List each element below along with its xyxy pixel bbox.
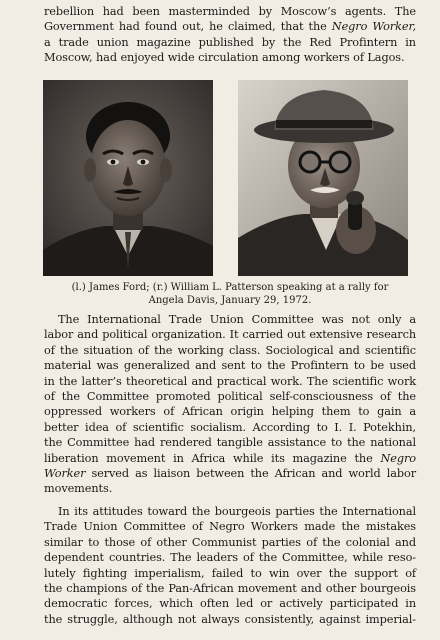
text-line: dependent countries. The leaders of the Committee, while reso- <box>44 551 416 565</box>
paragraph-second <box>44 504 416 627</box>
text-line: The International Trade Union Committee was not only a <box>58 313 416 326</box>
text-line: of the Committee promoted political self-consciousness of the <box>44 390 416 404</box>
text-line: labor and political organization. It carried out extensive research <box>44 328 416 342</box>
text-line: of the situation of the working class. Sociological and scientific <box>44 343 416 357</box>
text-line: rebellion had been masterminded by Moscow’s agents. The <box>44 5 416 18</box>
caption-line: (l.) James Ford; (r.) William L. Patterson speaking at a rally for <box>71 282 389 293</box>
text-line: the champions of the Pan-African movement and other bourgeois <box>44 582 416 596</box>
text-line: liberation movement in Africa while its magazine the Negro <box>44 451 416 465</box>
text-line: better idea of scientific socialism. According to I. I. Potekhin, <box>44 420 416 434</box>
caption-line: Angela Davis, January 29, 1972. <box>148 294 312 306</box>
portrait-image <box>238 80 408 276</box>
text-line: material was generalized and sent to the Profintern to be used <box>44 359 416 373</box>
text-line: In its attitudes toward the bourgeois parties the International <box>58 505 416 518</box>
text-line: lutely fighting imperialism, failed to win over the support of <box>44 566 416 580</box>
text-line: the struggle, although not always consistently, against imperial- <box>44 612 416 626</box>
text-line: Worker served as liaison between the African and world labor <box>44 467 416 481</box>
portrait-image <box>43 80 213 276</box>
text-line: Government had found out, he claimed, that the Negro Worker, <box>44 20 416 34</box>
text-line: similar to those of other Communist parties of the colonial and <box>44 535 416 549</box>
paragraph-top <box>44 4 416 66</box>
text-line: in the latter’s theoretical and practical work. The scientific work <box>44 374 416 388</box>
text-line: the Committee had rendered tangible assistance to the national <box>44 436 416 450</box>
photo-caption <box>44 282 416 307</box>
text-line: Trade Union Committee of Negro Workers made the mistakes <box>44 520 416 534</box>
text-line: Moscow, had enjoyed wide circulation among workers of Lagos. <box>44 51 405 65</box>
photo-james-ford <box>43 80 213 276</box>
text-line: a trade union magazine published by the Red Profintern in <box>44 35 416 49</box>
text-line: movements. <box>44 482 113 496</box>
text-line: democratic forces, which often led or actively participated in <box>44 597 416 611</box>
paragraph-main <box>44 312 416 497</box>
photo-william-patterson <box>238 80 408 276</box>
text-line: oppressed workers of African origin helping them to gain a <box>44 405 416 419</box>
